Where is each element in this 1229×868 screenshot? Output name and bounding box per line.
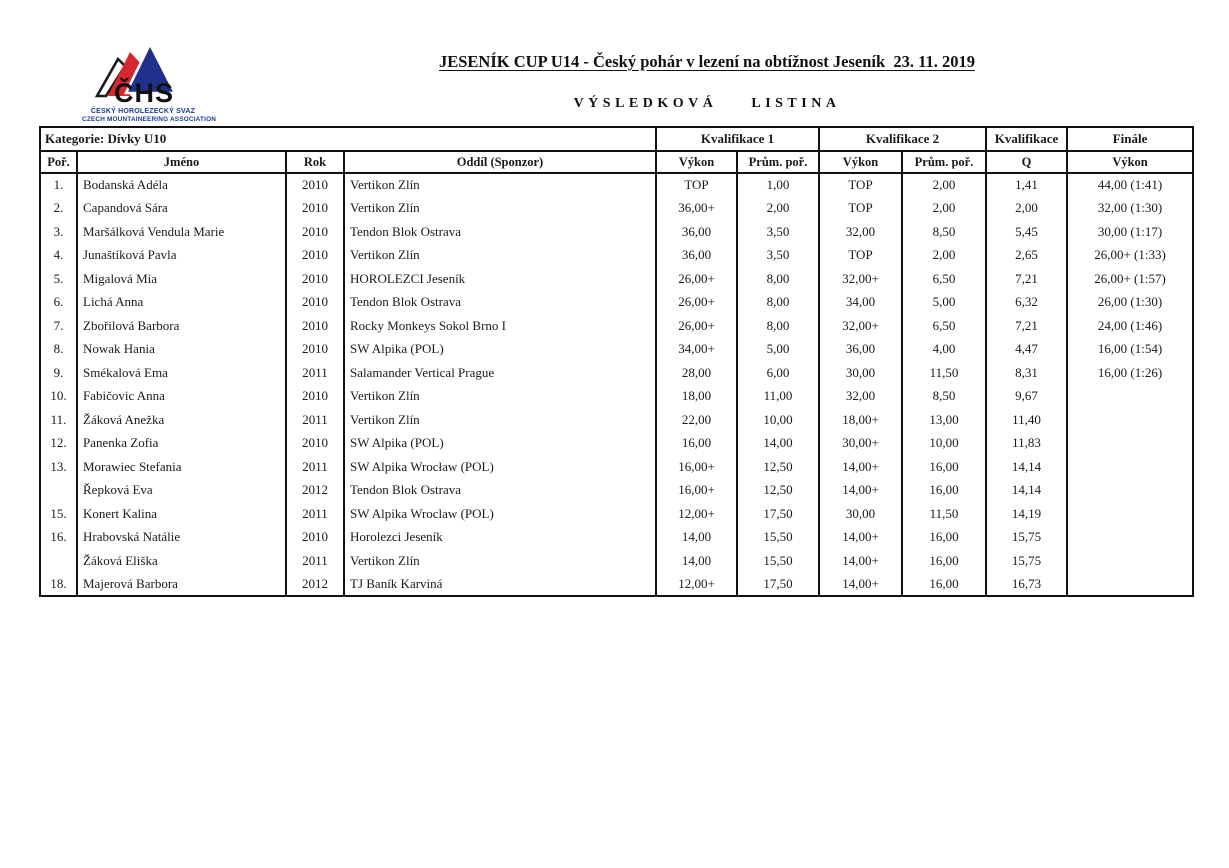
cell-q1-score: 16,00 xyxy=(656,432,737,456)
group-header-kvalifikace-1: Kvalifikace 1 xyxy=(656,127,819,151)
cell-q2-score: 30,00 xyxy=(819,361,902,385)
column-header-q2-score: Výkon xyxy=(819,151,902,173)
column-header-q1-score: Výkon xyxy=(656,151,737,173)
cell-year: 2010 xyxy=(286,267,344,291)
cell-club: SW Alpika (POL) xyxy=(344,338,656,362)
cell-name: Lichá Anna xyxy=(77,291,286,315)
cell-q2-avg: 5,00 xyxy=(902,291,986,315)
cell-club: Horolezci Jeseník xyxy=(344,526,656,550)
result-row xyxy=(40,173,1193,197)
cell-year: 2010 xyxy=(286,314,344,338)
cell-final: 26,00 (1:30) xyxy=(1067,291,1193,315)
result-row xyxy=(40,432,1193,456)
cell-q1-score: 22,00 xyxy=(656,408,737,432)
cell-q: 6,32 xyxy=(986,291,1067,315)
cell-q1-avg: 3,50 xyxy=(737,244,819,268)
cell-q: 7,21 xyxy=(986,314,1067,338)
cell-q1-score: 18,00 xyxy=(656,385,737,409)
cell-q2-avg: 6,50 xyxy=(902,314,986,338)
cell-q2-score: 30,00 xyxy=(819,502,902,526)
cell-q1-avg: 15,50 xyxy=(737,549,819,573)
cell-final: 24,00 (1:46) xyxy=(1067,314,1193,338)
title-block xyxy=(185,52,1229,112)
cell-final: 16,00 (1:26) xyxy=(1067,361,1193,385)
cell-year: 2010 xyxy=(286,432,344,456)
cell-final: 16,00 (1:54) xyxy=(1067,338,1193,362)
cell-year: 2012 xyxy=(286,479,344,503)
result-row xyxy=(40,408,1193,432)
cell-q2-score: 18,00+ xyxy=(819,408,902,432)
cell-q1-score: 12,00+ xyxy=(656,573,737,597)
cell-club: Vertikon Zlín xyxy=(344,173,656,197)
cell-q1-avg: 12,50 xyxy=(737,455,819,479)
cell-final xyxy=(1067,526,1193,550)
cell-q: 14,14 xyxy=(986,479,1067,503)
cell-year: 2010 xyxy=(286,338,344,362)
cell-q1-score: 36,00+ xyxy=(656,197,737,221)
cell-final xyxy=(1067,432,1193,456)
cell-q1-avg: 6,00 xyxy=(737,361,819,385)
cell-q2-avg: 16,00 xyxy=(902,549,986,573)
cell-q1-avg: 1,00 xyxy=(737,173,819,197)
column-header-club: Oddíl (Sponzor) xyxy=(344,151,656,173)
cell-name: Maršálková Vendula Marie xyxy=(77,220,286,244)
cell-rank: 12. xyxy=(40,432,77,456)
cell-q1-avg: 11,00 xyxy=(737,385,819,409)
cell-club: Tendon Blok Ostrava xyxy=(344,479,656,503)
cell-year: 2011 xyxy=(286,408,344,432)
cell-q: 7,21 xyxy=(986,267,1067,291)
cell-q2-avg: 11,50 xyxy=(902,502,986,526)
cell-final: 26,00+ (1:57) xyxy=(1067,267,1193,291)
column-header-q2-avg: Prům. poř. xyxy=(902,151,986,173)
column-header-q1-avg: Prům. poř. xyxy=(737,151,819,173)
cell-name: Zbořilová Barbora xyxy=(77,314,286,338)
cell-q: 5,45 xyxy=(986,220,1067,244)
cell-q: 2,65 xyxy=(986,244,1067,268)
cell-q: 15,75 xyxy=(986,526,1067,550)
cell-club: Tendon Blok Ostrava xyxy=(344,220,656,244)
cell-q2-avg: 10,00 xyxy=(902,432,986,456)
cell-q: 2,00 xyxy=(986,197,1067,221)
cell-q2-score: 32,00 xyxy=(819,220,902,244)
result-row xyxy=(40,197,1193,221)
cell-name: Smékalová Ema xyxy=(77,361,286,385)
cell-year: 2010 xyxy=(286,220,344,244)
cell-q2-avg: 16,00 xyxy=(902,526,986,550)
cell-final xyxy=(1067,502,1193,526)
cell-q1-avg: 3,50 xyxy=(737,220,819,244)
cell-year: 2012 xyxy=(286,573,344,597)
cell-club: Vertikon Zlín xyxy=(344,408,656,432)
cell-q1-avg: 10,00 xyxy=(737,408,819,432)
cell-rank: 15. xyxy=(40,502,77,526)
cell-q2-avg: 13,00 xyxy=(902,408,986,432)
cell-q2-score: 14,00+ xyxy=(819,573,902,597)
cell-q1-avg: 2,00 xyxy=(737,197,819,221)
page-subtitle: VÝSLEDKOVÁ LISTINA xyxy=(573,96,841,111)
cell-q: 15,75 xyxy=(986,549,1067,573)
cell-q2-score: 30,00+ xyxy=(819,432,902,456)
cell-q1-avg: 15,50 xyxy=(737,526,819,550)
cell-rank: 9. xyxy=(40,361,77,385)
cell-q2-score: 36,00 xyxy=(819,338,902,362)
result-row xyxy=(40,526,1193,550)
cell-final: 26,00+ (1:33) xyxy=(1067,244,1193,268)
cell-rank: 8. xyxy=(40,338,77,362)
cell-club: HOROLEZCI Jeseník xyxy=(344,267,656,291)
cell-club: SW Alpika Wrocław (POL) xyxy=(344,455,656,479)
cell-rank: 10. xyxy=(40,385,77,409)
cell-q2-score: TOP xyxy=(819,173,902,197)
cell-year: 2010 xyxy=(286,173,344,197)
cell-name: Konert Kalina xyxy=(77,502,286,526)
result-row xyxy=(40,385,1193,409)
cell-name: Morawiec Stefania xyxy=(77,455,286,479)
cell-name: Řepková Eva xyxy=(77,479,286,503)
cell-q2-score: 34,00 xyxy=(819,291,902,315)
column-header-year: Rok xyxy=(286,151,344,173)
cell-q: 9,67 xyxy=(986,385,1067,409)
results-table xyxy=(39,126,1194,597)
group-header-finale: Finále xyxy=(1067,127,1193,151)
logo-czech-name: ČESKÝ HOROLEZECKÝ SVAZ xyxy=(90,108,196,115)
column-header-row xyxy=(40,151,1193,173)
cell-rank: 2. xyxy=(40,197,77,221)
cell-final xyxy=(1067,549,1193,573)
cell-name: Bodanská Adéla xyxy=(77,173,286,197)
result-row xyxy=(40,549,1193,573)
result-row xyxy=(40,220,1193,244)
cell-club: Salamander Vertical Prague xyxy=(344,361,656,385)
result-row xyxy=(40,502,1193,526)
cell-name: Hrabovská Natálie xyxy=(77,526,286,550)
cell-q2-avg: 16,00 xyxy=(902,573,986,597)
page-title: JESENÍK CUP U14 - Český pohár v lezení na obtížnost Jeseník 23. 11. 2019 xyxy=(439,52,975,71)
cell-club: SW Alpika (POL) xyxy=(344,432,656,456)
cell-q1-score: 36,00 xyxy=(656,244,737,268)
column-header-final: Výkon xyxy=(1067,151,1193,173)
cell-final: 44,00 (1:41) xyxy=(1067,173,1193,197)
cell-q1-score: 16,00+ xyxy=(656,455,737,479)
cell-q1-avg: 17,50 xyxy=(737,573,819,597)
cell-final xyxy=(1067,479,1193,503)
cell-q2-score: 32,00 xyxy=(819,385,902,409)
cell-q: 14,14 xyxy=(986,455,1067,479)
cell-club: SW Alpika Wroclaw (POL) xyxy=(344,502,656,526)
cell-club: Vertikon Zlín xyxy=(344,549,656,573)
result-row xyxy=(40,314,1193,338)
cell-q: 14,19 xyxy=(986,502,1067,526)
cell-q2-score: 32,00+ xyxy=(819,314,902,338)
cell-q2-score: TOP xyxy=(819,244,902,268)
cell-q2-score: 14,00+ xyxy=(819,455,902,479)
cell-q2-avg: 8,50 xyxy=(902,220,986,244)
cell-name: Migalová Mia xyxy=(77,267,286,291)
cell-q1-score: 14,00 xyxy=(656,549,737,573)
cell-q2-avg: 4,00 xyxy=(902,338,986,362)
cell-q1-avg: 8,00 xyxy=(737,314,819,338)
result-row xyxy=(40,455,1193,479)
cell-name: Žáková Anežka xyxy=(77,408,286,432)
cell-final: 30,00 (1:17) xyxy=(1067,220,1193,244)
cell-q: 16,73 xyxy=(986,573,1067,597)
cell-q2-score: 14,00+ xyxy=(819,479,902,503)
cell-q1-score: 12,00+ xyxy=(656,502,737,526)
cell-q1-avg: 8,00 xyxy=(737,267,819,291)
cell-q2-score: TOP xyxy=(819,197,902,221)
cell-year: 2010 xyxy=(286,197,344,221)
cell-q2-avg: 16,00 xyxy=(902,479,986,503)
cell-q2-avg: 6,50 xyxy=(902,267,986,291)
result-row xyxy=(40,244,1193,268)
chs-mountains-icon xyxy=(92,36,194,108)
cell-club: TJ Baník Karviná xyxy=(344,573,656,597)
cell-q1-avg: 14,00 xyxy=(737,432,819,456)
cell-year: 2010 xyxy=(286,244,344,268)
cell-rank: 13. xyxy=(40,455,77,479)
cell-final xyxy=(1067,455,1193,479)
cell-year: 2010 xyxy=(286,385,344,409)
chs-acronym: ČHS xyxy=(113,78,175,108)
cell-q: 1,41 xyxy=(986,173,1067,197)
cell-club: Rocky Monkeys Sokol Brno I xyxy=(344,314,656,338)
result-row xyxy=(40,338,1193,362)
cell-rank: 11. xyxy=(40,408,77,432)
group-header-kvalifikace: Kvalifikace xyxy=(986,127,1067,151)
cell-q2-avg: 2,00 xyxy=(902,197,986,221)
cell-club: Vertikon Zlín xyxy=(344,385,656,409)
cell-q: 11,40 xyxy=(986,408,1067,432)
cell-final xyxy=(1067,573,1193,597)
cell-rank: 1. xyxy=(40,173,77,197)
cell-year: 2011 xyxy=(286,549,344,573)
result-row xyxy=(40,291,1193,315)
cell-name: Žáková Eliška xyxy=(77,549,286,573)
cell-q1-score: 14,00 xyxy=(656,526,737,550)
cell-name: Majerová Barbora xyxy=(77,573,286,597)
logo-english-name: CZECH MOUNTAINEERING ASSOCIATION xyxy=(82,116,217,124)
cell-rank: 6. xyxy=(40,291,77,315)
results-table-body xyxy=(40,173,1193,596)
cell-final xyxy=(1067,385,1193,409)
cell-final xyxy=(1067,408,1193,432)
cell-name: Nowak Hania xyxy=(77,338,286,362)
cell-q1-score: 34,00+ xyxy=(656,338,737,362)
result-row xyxy=(40,573,1193,597)
cell-year: 2010 xyxy=(286,526,344,550)
cell-rank: 18. xyxy=(40,573,77,597)
cell-name: Panenka Zofia xyxy=(77,432,286,456)
column-header-name: Jméno xyxy=(77,151,286,173)
cell-q1-avg: 5,00 xyxy=(737,338,819,362)
cell-rank: 4. xyxy=(40,244,77,268)
cell-q1-score: TOP xyxy=(656,173,737,197)
cell-club: Tendon Blok Ostrava xyxy=(344,291,656,315)
cell-q1-score: 16,00+ xyxy=(656,479,737,503)
cell-year: 2011 xyxy=(286,502,344,526)
cell-q1-score: 28,00 xyxy=(656,361,737,385)
cell-rank: 16. xyxy=(40,526,77,550)
cell-q2-avg: 2,00 xyxy=(902,244,986,268)
result-row xyxy=(40,267,1193,291)
cell-year: 2010 xyxy=(286,291,344,315)
cell-q2-avg: 11,50 xyxy=(902,361,986,385)
cell-rank: 5. xyxy=(40,267,77,291)
cell-rank xyxy=(40,549,77,573)
cell-q1-avg: 8,00 xyxy=(737,291,819,315)
cell-q2-avg: 2,00 xyxy=(902,173,986,197)
cell-q1-score: 26,00+ xyxy=(656,291,737,315)
column-header-q: Q xyxy=(986,151,1067,173)
cell-rank xyxy=(40,479,77,503)
cell-q1-avg: 12,50 xyxy=(737,479,819,503)
cell-q1-score: 26,00+ xyxy=(656,314,737,338)
cell-final: 32,00 (1:30) xyxy=(1067,197,1193,221)
group-header-row xyxy=(40,127,1193,151)
cell-club: Vertikon Zlín xyxy=(344,197,656,221)
cell-q: 8,31 xyxy=(986,361,1067,385)
cell-q2-avg: 16,00 xyxy=(902,455,986,479)
cell-q1-score: 26,00+ xyxy=(656,267,737,291)
cell-q2-score: 32,00+ xyxy=(819,267,902,291)
result-row xyxy=(40,361,1193,385)
category-label: Kategorie: Dívky U10 xyxy=(40,127,656,151)
cell-q2-score: 14,00+ xyxy=(819,526,902,550)
group-header-kvalifikace-2: Kvalifikace 2 xyxy=(819,127,986,151)
result-row xyxy=(40,479,1193,503)
cell-q2-avg: 8,50 xyxy=(902,385,986,409)
cell-q2-score: 14,00+ xyxy=(819,549,902,573)
cell-name: Capandová Sára xyxy=(77,197,286,221)
cell-name: Fabičovic Anna xyxy=(77,385,286,409)
cell-q: 4,47 xyxy=(986,338,1067,362)
cell-q1-avg: 17,50 xyxy=(737,502,819,526)
cell-year: 2011 xyxy=(286,455,344,479)
column-header-rank: Poř. xyxy=(40,151,77,173)
cell-rank: 3. xyxy=(40,220,77,244)
cell-q: 11,83 xyxy=(986,432,1067,456)
cell-rank: 7. xyxy=(40,314,77,338)
cell-year: 2011 xyxy=(286,361,344,385)
cell-club: Vertikon Zlín xyxy=(344,244,656,268)
cell-name: Junaštíková Pavla xyxy=(77,244,286,268)
cell-q1-score: 36,00 xyxy=(656,220,737,244)
